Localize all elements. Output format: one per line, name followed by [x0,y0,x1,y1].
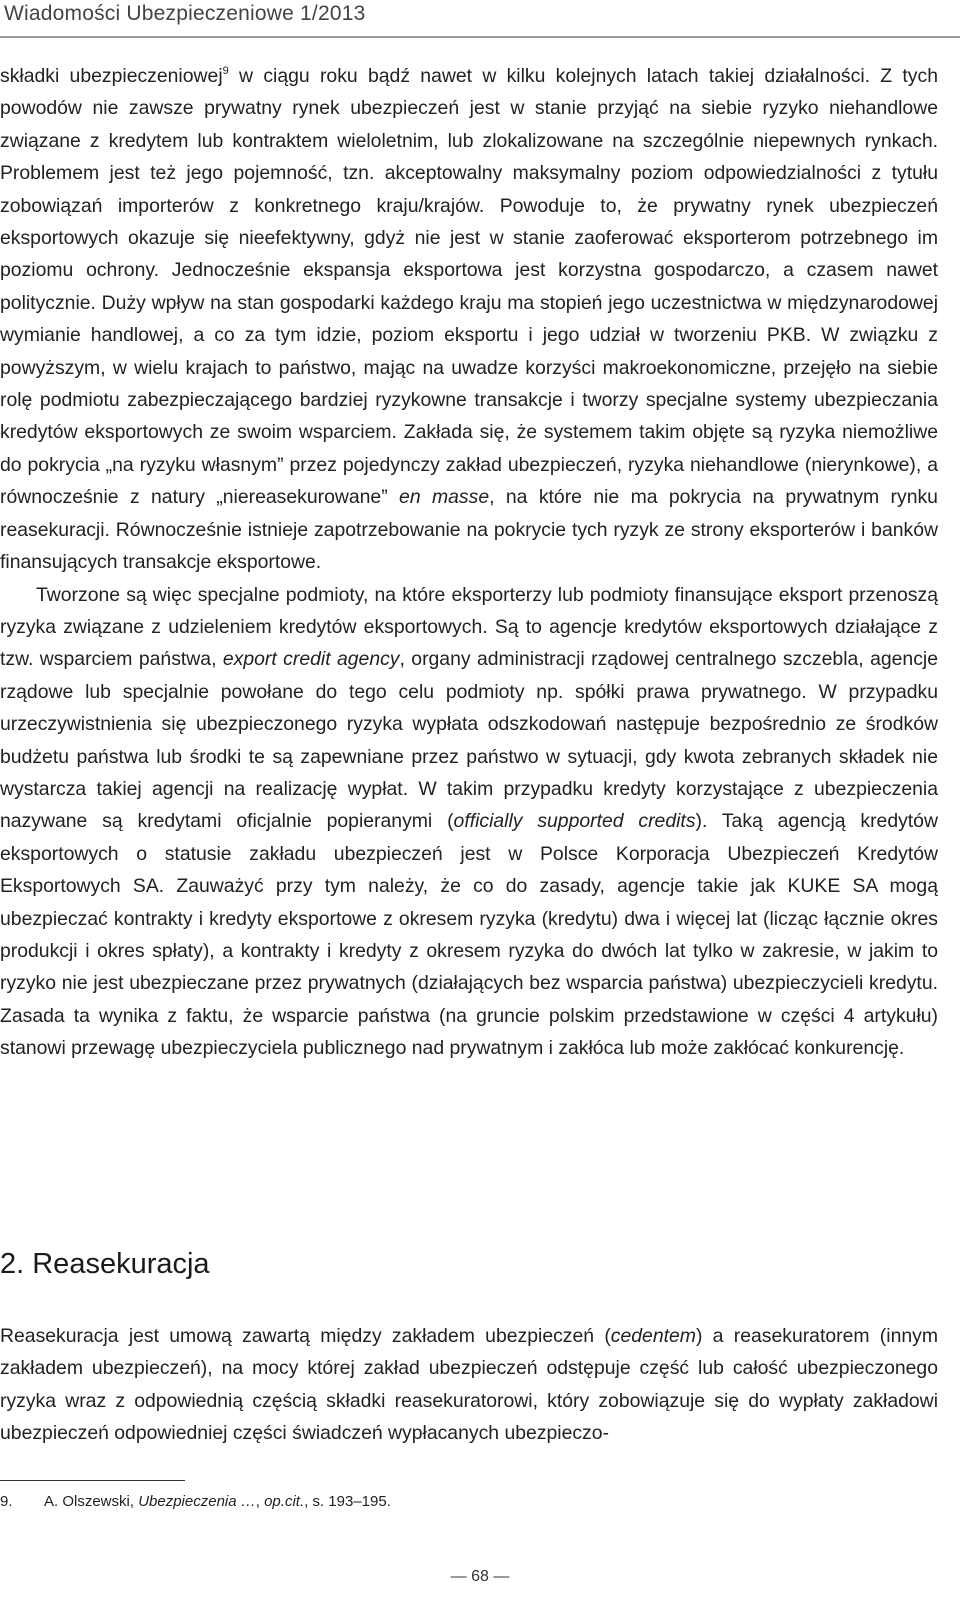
footnote-pages: , s. 193–195. [304,1493,391,1510]
p2-text-c: ). Taką agencją kredytów eksportowych o statusie zakładu ubezpieczeń jest w Polsce Korporacja Ubezpieczeń Kredytów Eksportowych SA. Zauważyć przy tym należy, że co do zasady, agencje takie jak KUKE SA mogą ubezpieczać kontrakty i kredyty eksportowe z okresem ryzyka (kredytu) dwa i więcej lat (licząc łącznie okres produkcji i okres spłaty), a kontrakty i kredyty z okresem ryzyka do dwóch lat tylko w zakresie, w jakim to ryzyko nie jest ubezpieczane przez prywatnych (działających bez wsparcia państwa) ubezpieczycieli kredytu. Zasada ta wynika z faktu, że wsparcie państwa (na gruncie polskim przedstawione w części 4 artykułu) stanowi przewagę ubezpieczyciela publicznego nad prywatnym i zakłóca lub może zakłócać konkurencję. [0,810,938,1060]
paragraph-1 [0,60,938,579]
p1-text-c: , na które nie ma pokrycia na prywatnym rynku reasekuracji. Równocześnie istnieje zapotrzebowanie na pokrycie tych ryzyk ze strony eksporterów i banków finansujących transakcje eksportowe. [0,486,938,574]
footnote-separator: , [255,1493,265,1510]
page-number: — 68 — [450,1568,510,1585]
section-italic: cedentem [610,1325,696,1347]
section-heading: 2. Reasekuracja [0,1248,210,1280]
footnote-author: A. Olszewski, [44,1493,139,1510]
journal-title: Wiadomości Ubezpieczeniowe 1/2013 [4,2,366,25]
p2-text-a: Tworzone są więc specjalne podmioty, na które eksporterzy lub podmioty finansujące eksport przenoszą ryzyka związane z udzieleniem kredytów eksportowych. Są to agencje kredytów eksportowych działające z tzw. wsparciem państwa, [0,583,938,671]
body-text [0,60,938,1065]
section-paragraph [0,1320,938,1450]
footnote-divider [0,1480,185,1481]
footnote-opcit: op.cit. [264,1493,305,1510]
running-header [0,0,960,38]
section-text-b: ) a reasekuratorem (innym zakładem ubezpieczeń), na mocy której zakład ubezpieczeń odstępuje część lub całość ubezpieczonego ryzyka wraz z odpowiednią częścią składki reasekuratorowi, który zobowiązuje się do wypłaty zakładowi ubezpieczeń odpowiedniej części świadczeń wypłacanych ubezpieczo- [0,1325,938,1445]
p1-italic: en masse [399,486,490,509]
footnote-ref[interactable]: 9 [222,65,229,77]
section-body [0,1320,938,1450]
paragraph-2 [0,579,938,1065]
p2-italic-1: export credit agency [222,648,400,671]
footnote-number: 9. [0,1493,13,1510]
footnote-title: Ubezpieczenia … [138,1493,256,1510]
footnote [0,1492,391,1512]
section-text-a: Reasekuracja jest umową zawartą między zakładem ubezpieczeń ( [0,1325,611,1347]
p1-text-a: składki ubezpieczeniowej [0,65,223,87]
p1-text-b: w ciągu roku bądź nawet w kilku kolejnych latach takiej działalności. Z tych powodów nie zawsze prywatny rynek ubezpieczeń jest w stanie przyjąć na siebie ryzyko niehandlowe związane z kredytem lub kontraktem wieloletnim, lub zlokalizowane na szczególnie niepewnych rynkach. Problemem jest też jego pojemność, tzn. akceptowalny maksymalny poziom odpowiedzialności z tytułu zobowiązań importerów z konkretnego kraju/krajów. Powoduje to, że prywatny rynek ubezpieczeń eksportowych okazuje się nieefektywny, gdyż nie jest w stanie zaoferować eksporterom potrzebnego im poziomu ochrony. Jednocześnie ekspansja eksportowa jest korzystna gospodarczo, a czasem nawet politycznie. Duży wpływ na stan gospodarki każdego kraju ma stopień jego uczestnictwa w międzynarodowej wymianie handlowej, a co za tym idzie, poziom eksportu i jego udział w tworzeniu PKB. W związku z powyższym, w wielu krajach to państwo, mając na uwadze korzyści makroekonomiczne, przejęło na siebie rolę podmiotu zabezpieczającego bardziej ryzykowne transakcje i tworzy specjalne systemy ubezpieczania kredytów eksportowych ze swoim wsparciem. Zakłada się, że systemem takim objęte są ryzyka niemożliwe do pokrycia „na ryzyku własnym” przez pojedynczy zakład ubezpieczeń, ryzyka niehandlowe (nierynkowe), a równocześnie z natury „niereasekurowane” [0,65,938,509]
p2-italic-2: officially supported credits [453,810,696,833]
p2-text-b: , organy administracji rządowej centralnego szczebla, agencje rządowe lub specjalnie powołane do tego celu podmioty np. spółki prawa prywatnego. W przypadku urzeczywistnienia się ubezpieczonego ryzyka wypłata odszkodowań następuje bezpośrednio ze środków budżetu państwa lub środki te są zapewniane przez państwo w sytuacji, gdy kwota zebranych składek nie wystarcza takiej agencji na realizację wypłat. W takim przypadku kredyty korzystające z ubezpieczenia nazywane są kredytami oficjalnie popieranymi ( [0,648,938,833]
